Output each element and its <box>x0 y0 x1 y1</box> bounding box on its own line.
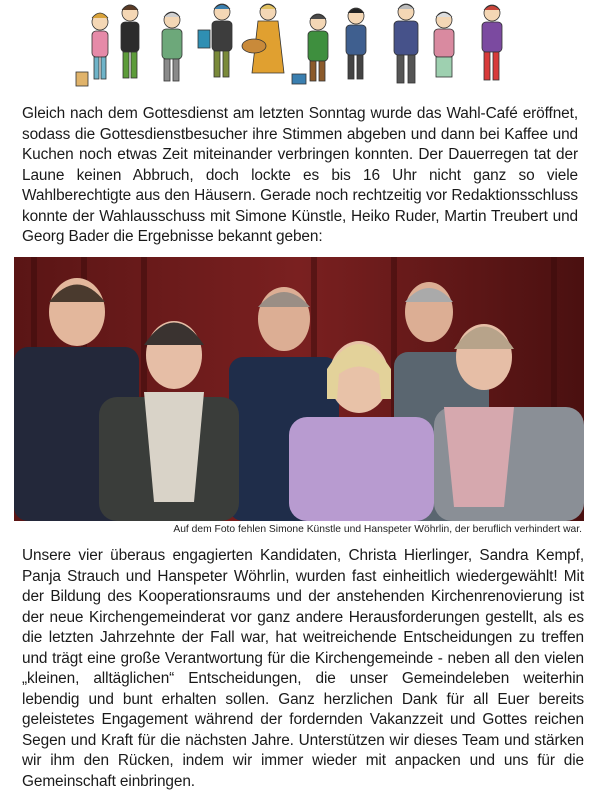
community-banner-illustration <box>72 0 518 93</box>
cartoon-figure <box>434 12 454 77</box>
group-photo <box>14 257 584 521</box>
results-paragraph: Unsere vier überaus engagierten Kandidaten, Christa Hierlinger, Sandra Kempf, Panja Strauch und Hanspeter Wöhrlin, wurden fast einheitlich wiedergewählt! Mit der Bildung des Kooperationsraums und der anstehenden Kirchenrenovierung ist der neue Kirchengemeinderat vor ganz andere Herausforderungen gestellt, als es die letzten Jahrzehnte der Fall war, hat weitreichende Entscheidungen zu treffen und trägt eine große Verantwortung für die Kirchengemeinde - neben all den vielen „kleinen, alltäglichen“ Entscheidungen, die unser Gemeindeleben weiterhin lebendig und bunt erhalten sollen. Ganz herzlichen Dank für all Euer bereits geleistetes Engagement während der fordernden Vakanzzeit und Gottes reichen Segen und Kraft für die nächsten Jahre. Unterstützen wir dieses Team und stärken wir ihm den Rücken, indem wir immer wieder mit anpacken und uns für die Gemeinschaft einbringen. <box>22 547 584 790</box>
intro-paragraph: Gleich nach dem Gottesdienst am letzten Sonntag wurde das Wahl-Café eröffnet, sodass die Gottesdienstbesucher ihre Stimmen abgeben und dann bei Kaffee und Kuchen noch etwas Zeit miteinander verbringen konnten. Der Dauerregen tat der Laune keinen Abbruch, doch lockte es bis 16 Uhr nicht ganz so viele Wahlberechtigte aus den Häusern. Gerade noch rechtzeitig vor Redaktionsschluss konnte der Wahlausschuss mit Simone Künstle, Heiko Ruder, Martin Treubert und Georg Bader die Ergebnisse bekannt geben: <box>22 105 578 245</box>
photo-caption: Auf dem Foto fehlen Simone Künstle und Hanspeter Wöhrlin, der beruflich verhindert war. <box>173 524 582 535</box>
